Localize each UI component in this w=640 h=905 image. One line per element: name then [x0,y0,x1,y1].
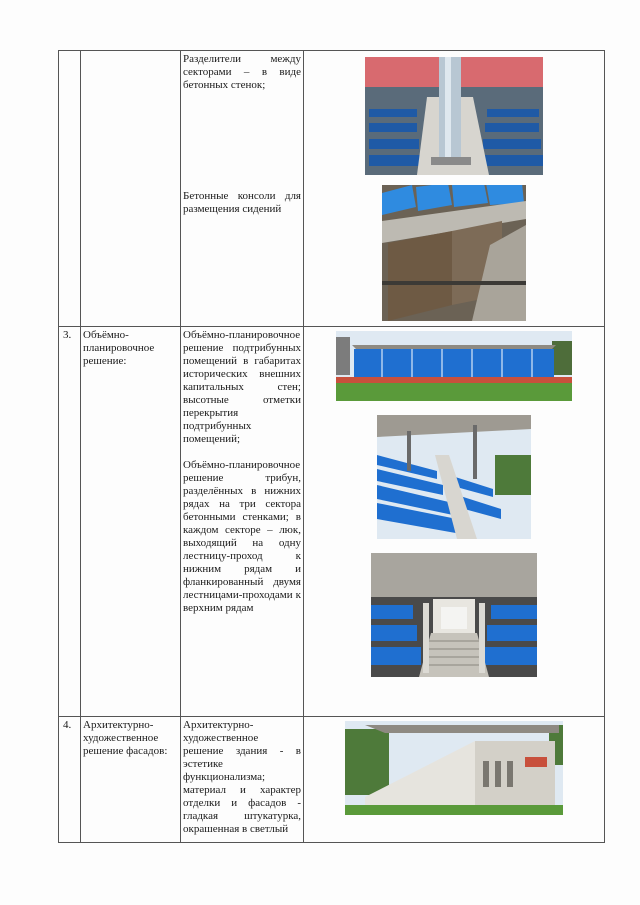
row-number [59,51,81,327]
description-paragraph: Архитектурно-художественное решение здания - в эстетике функционализма; материал и характер отделки и фасадов - гладкая штукатурка, окрашенная в светлый [183,719,301,835]
photo-concrete-divider [365,57,543,175]
row-number: 4. [59,717,81,843]
photo-grandstand-panorama [336,331,572,401]
photo-concrete-console [382,185,526,321]
row-photos [304,327,605,717]
table-row [59,327,605,717]
description-paragraph: Объёмно-планировочное решение трибун, разделённых в нижних рядах на три сектора бетонными стенками; в каждом секторе – люк, выходящий на одну лестницу-проход к нижним рядам и фланкированный двумя лестницами-проходами к верхним рядам [183,459,301,614]
row-heading [81,51,181,327]
heritage-features-table [58,50,605,843]
description-paragraph: Объёмно-планировочное решение подтрибунных помещений в габаритах исторических внешних капитальных стен; высотные отметки перекрытия подтрибунных помещений; [183,329,301,445]
description-paragraph: Бетонные консоли для размещения сидений [183,190,301,215]
description-paragraph: Разделители между секторами – в виде бетонных стенок; [183,53,301,91]
row-photos [304,51,605,327]
photo-tunnel-hatch [371,553,537,677]
table-row [59,717,605,843]
row-heading: Объёмно-планировочное решение: [81,327,181,717]
row-description [181,327,304,717]
row-heading: Архитектурно-художественное решение фасадов: [81,717,181,843]
photo-stand-facade [345,721,563,815]
row-number: 3. [59,327,81,717]
row-photos [304,717,605,843]
table-row [59,51,605,327]
photo-blue-seats-roof [377,415,531,539]
row-description [181,51,304,327]
row-description [181,717,304,843]
